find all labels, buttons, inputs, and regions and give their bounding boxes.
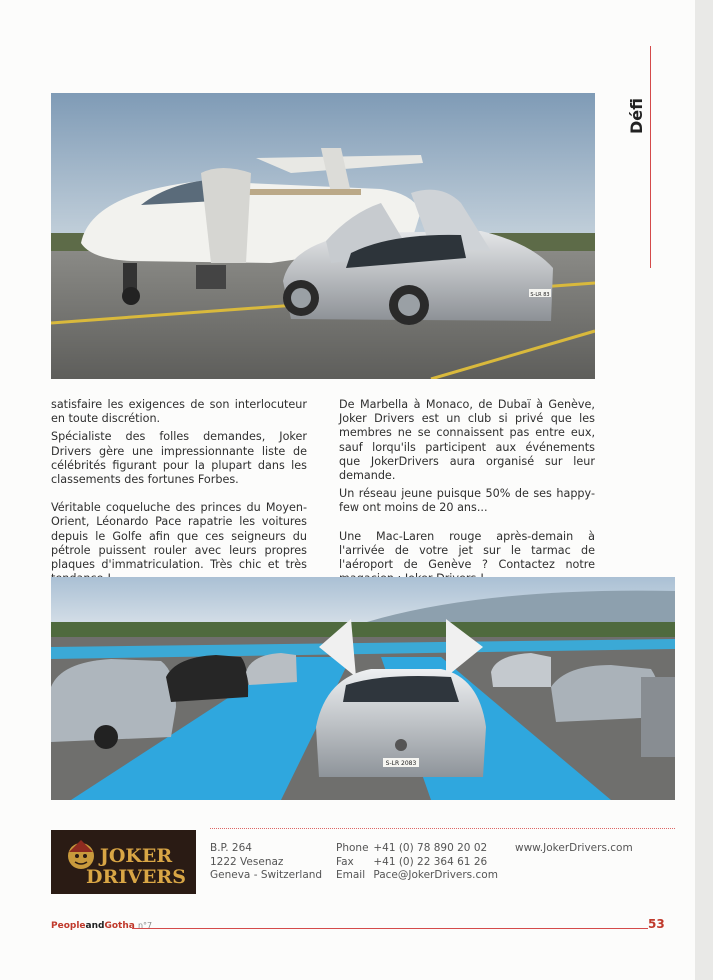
phone-number: +41 (0) 78 890 20 02 <box>373 842 488 854</box>
address-line: 1222 Vesenaz <box>210 855 284 868</box>
car-plate-top: S-LR 83 <box>530 292 550 298</box>
magazine-name <box>51 921 152 931</box>
website: www.JokerDrivers.com <box>515 842 633 854</box>
article-paragraph: De Marbella à Monaco, de Dubaï à Genève, Joker Drivers est un club si privé que les membres ne se connaissent pas entre eux, sauf lorqu'ils participent aux événements que JokerDrivers aura organisé sur leur demande. <box>339 398 595 483</box>
photo-jet-and-car <box>51 93 595 379</box>
footer-divider <box>210 828 675 829</box>
email-label: Email <box>336 869 366 882</box>
section-rule <box>650 46 651 268</box>
logo-line-1: JOKER <box>99 845 173 867</box>
mag-people: People <box>51 921 86 931</box>
phone-label: Phone <box>336 842 369 854</box>
article-paragraph: Un réseau jeune puisque 50% de ses happy-few ont moins de 20 ans... <box>339 487 595 515</box>
car-plate-bottom: S-LR 2083 <box>385 760 417 767</box>
address-line: Geneva - Switzerland <box>210 869 323 882</box>
joker-drivers-logo <box>51 830 196 894</box>
article-paragraph: Véritable coqueluche des princes du Moyen-Orient, Léonardo Pace rapatrie les voitures depuis le Golfe afin que ces seigneurs du pétrole puissent rouler avec leurs propres plaques d'immatriculation. Très chic et très <box>51 501 307 572</box>
photo-car-lineup <box>51 577 675 800</box>
article-paragraph: Spécialiste des folles demandes, Joker Drivers gère une impressionnante liste de célébrités figurant pour la plupart dans les classements des fortunes Forbes. <box>51 430 307 487</box>
email-row <box>336 869 498 883</box>
postal-address <box>210 842 322 883</box>
issue-number: n°7 <box>137 921 153 930</box>
section-label: Défi <box>627 98 646 134</box>
email-address: Pace@JokerDrivers.com <box>373 869 498 882</box>
article-right-column <box>339 398 595 590</box>
phone-row <box>336 842 498 856</box>
footer-rule <box>132 928 648 929</box>
page-edge <box>695 0 713 980</box>
fax-number: +41 (0) 22 364 61 26 <box>373 855 488 868</box>
address-line: B.P. 264 <box>210 842 252 854</box>
logo-line-2: DRIVERS <box>86 866 186 888</box>
article-left-column <box>51 398 307 590</box>
mag-and: and <box>85 921 105 931</box>
page-number: 53 <box>648 917 665 931</box>
mag-gotha: Gotha <box>104 921 135 931</box>
contact-details <box>336 842 498 883</box>
article-paragraph: Une Mac-Laren rouge après-demain à l'arrivée de votre jet sur le tarmac de l'aéroport de Genève ? Contactez notre <box>339 529 595 572</box>
fax-row <box>336 856 498 870</box>
fax-label: Fax <box>336 855 354 868</box>
article-paragraph: satisfaire les exigences de son interlocuteur en toute discrétion. <box>51 398 307 426</box>
